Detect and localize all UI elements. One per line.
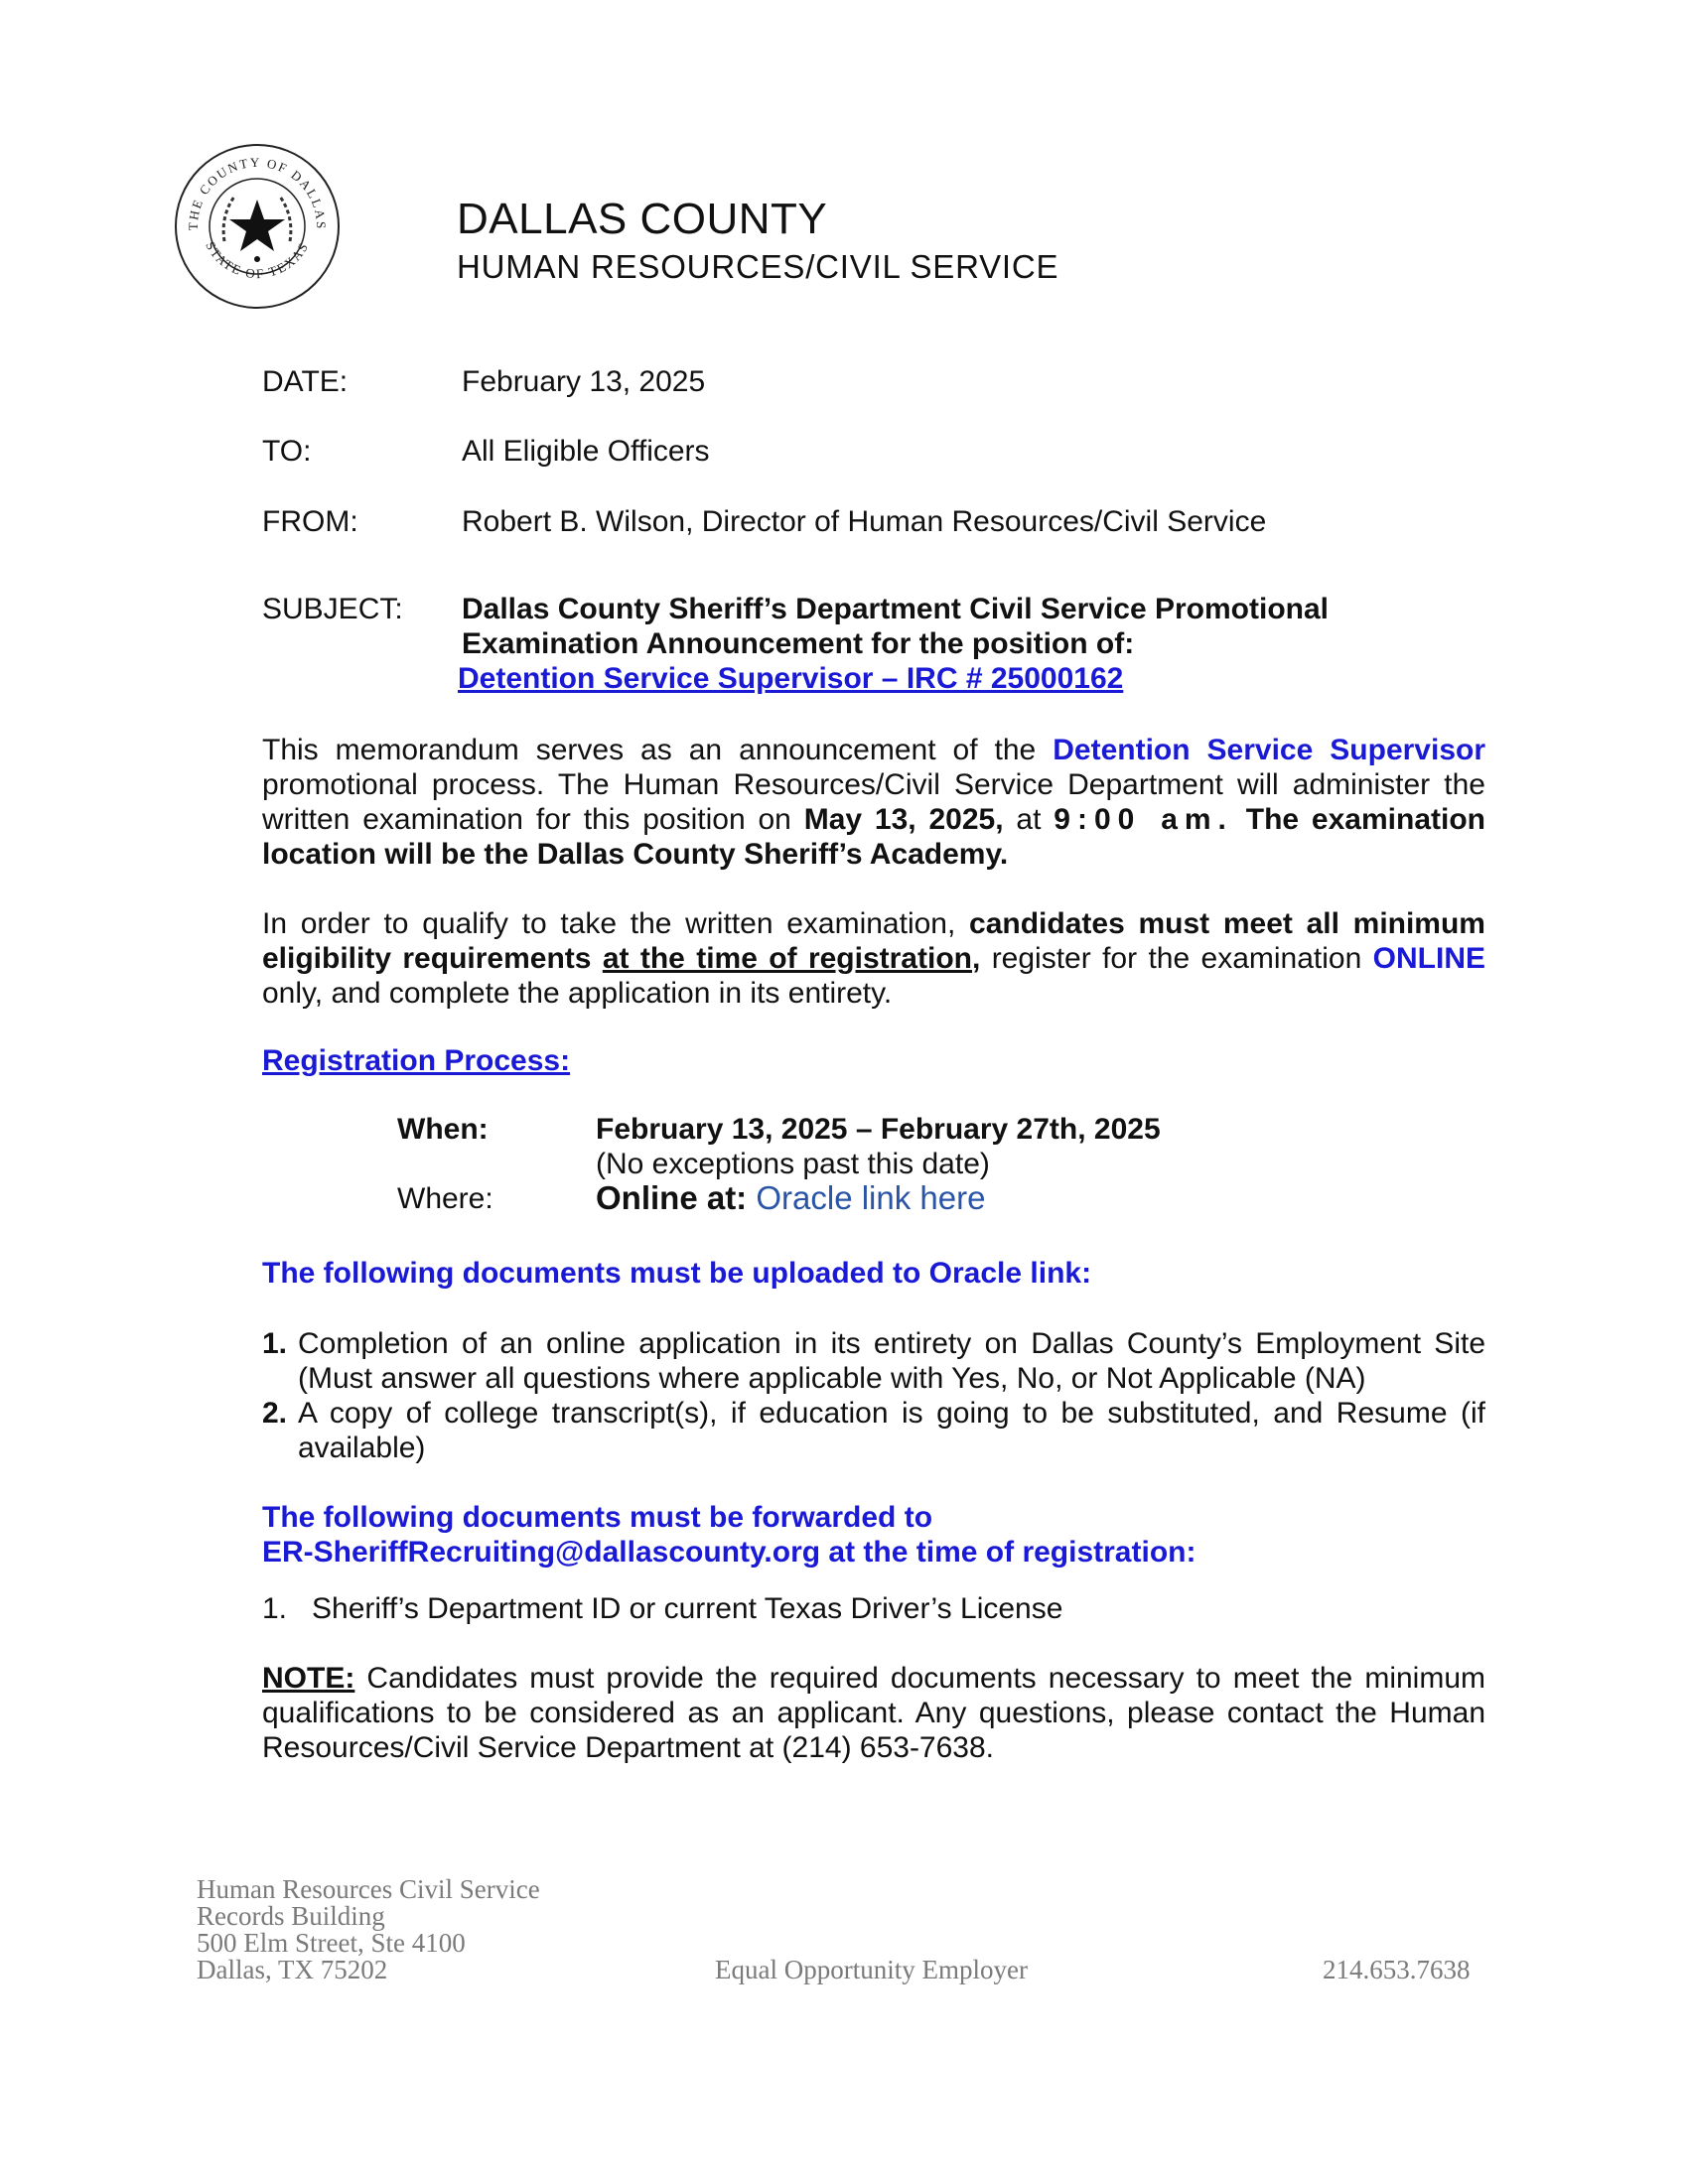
- oracle-link[interactable]: Oracle link here: [756, 1179, 986, 1216]
- when-note: (No exceptions past this date): [596, 1148, 990, 1180]
- intro-text-a: This memorandum serves as an announcement of the: [262, 734, 1054, 766]
- note-label: NOTE:: [262, 1662, 355, 1695]
- to-value: All Eligible Officers: [462, 435, 710, 468]
- where-prefix: Online at:: [596, 1179, 748, 1216]
- from-value: Robert B. Wilson, Director of Human Resources/Civil Service: [462, 505, 1267, 538]
- dallas-county-seal-icon: [173, 142, 342, 311]
- intro-position-name: Detention Service Supervisor: [1053, 734, 1486, 766]
- footer-address: [197, 1876, 540, 1983]
- organization-name: DALLAS COUNTY: [457, 195, 828, 243]
- list-item: [262, 1591, 1485, 1626]
- registration-heading[interactable]: Registration Process:: [262, 1044, 571, 1077]
- qualify-comma: ,: [971, 942, 981, 975]
- footer-phone: 214.653.7638: [1323, 1955, 1471, 1984]
- forward-docs-list: [262, 1591, 1485, 1626]
- forward-docs-heading-line1: The following documents must be forwarded to: [262, 1501, 933, 1534]
- exam-date: May 13, 2025,: [803, 803, 1004, 836]
- footer-address-line: Records Building: [197, 1901, 385, 1931]
- list-item-number: 1.: [262, 1592, 288, 1625]
- qualify-paragraph: [262, 906, 1485, 1011]
- from-label: FROM:: [262, 505, 358, 538]
- intro-text-c: at: [1003, 803, 1055, 836]
- exam-location: The examination location will be the Dallas County Sheriff’s Academy.: [262, 803, 1485, 871]
- seal-text-top: THE COUNTY OF DALLAS: [185, 154, 330, 231]
- footer-address-line: Dallas, TX 75202: [197, 1955, 388, 1984]
- list-item: [262, 1326, 1485, 1396]
- footer-eoe: Equal Opportunity Employer: [715, 1955, 1028, 1984]
- qualify-text-a: In order to qualify to take the written examination,: [262, 907, 970, 940]
- upload-docs-heading: The following documents must be uploaded to Oracle link:: [262, 1257, 1092, 1290]
- qualify-text-c: only, and complete the application in its entirety.: [262, 977, 893, 1010]
- qualify-text-b: register for the examination: [980, 942, 1373, 975]
- seal-text-bottom: STATE OF TEXAS: [203, 238, 312, 282]
- note-paragraph: [262, 1661, 1485, 1765]
- date-value: February 13, 2025: [462, 365, 706, 398]
- list-item-number: 1.: [262, 1327, 288, 1360]
- note-text: Candidates must provide the required documents necessary to meet the minimum qualifications to be considered as an applicant. Any questions, please contact the Human Resources/Civil Service Department at (214) 653-7638.: [262, 1662, 1485, 1764]
- exam-time: 9:00 am.: [1054, 803, 1233, 836]
- list-item: [262, 1396, 1485, 1465]
- subject-line-2: Examination Announcement for the position of:: [462, 627, 1135, 660]
- where-label: Where:: [397, 1182, 493, 1215]
- department-name: HUMAN RESOURCES/CIVIL SERVICE: [457, 248, 1059, 285]
- subject-label: SUBJECT:: [262, 593, 403, 625]
- when-value: February 13, 2025 – February 27th, 2025: [596, 1113, 1161, 1146]
- to-label: TO:: [262, 435, 312, 468]
- qualify-requirements: candidates must meet all minimum eligibility requirements: [262, 907, 1485, 975]
- qualify-online: ONLINE: [1372, 942, 1485, 975]
- position-link[interactable]: Detention Service Supervisor – IRC # 25000162: [458, 662, 1124, 695]
- footer-address-line: Human Resources Civil Service: [197, 1874, 540, 1904]
- date-label: DATE:: [262, 365, 349, 398]
- forward-docs-heading-line2[interactable]: ER-SheriffRecruiting@dallascounty.org at the time of registration:: [262, 1536, 1196, 1569]
- qualify-time-of-registration: at the time of registration: [602, 942, 972, 975]
- subject-value: [458, 592, 1329, 696]
- list-item-text: Sheriff’s Department ID or current Texas Driver’s License: [312, 1592, 1063, 1625]
- when-label: When:: [397, 1113, 489, 1146]
- list-item-text: A copy of college transcript(s), if education is going to be substituted, and Resume (if available): [298, 1397, 1485, 1464]
- intro-text-b: promotional process. The Human Resources/Civil Service Department will administer the written examination for this position on: [262, 768, 1485, 836]
- list-item-text: Completion of an online application in its entirety on Dallas County’s Employment Site (Must answer all questions where applicable with Yes, No, or Not Applicable (NA): [298, 1327, 1485, 1395]
- upload-docs-list: [262, 1326, 1485, 1465]
- subject-line-1: Dallas County Sheriff’s Department Civil Service Promotional: [462, 593, 1329, 625]
- footer-address-line: 500 Elm Street, Ste 4100: [197, 1928, 466, 1958]
- forward-docs-heading: [262, 1500, 1196, 1570]
- list-item-number: 2.: [262, 1397, 288, 1430]
- intro-paragraph: [262, 733, 1485, 872]
